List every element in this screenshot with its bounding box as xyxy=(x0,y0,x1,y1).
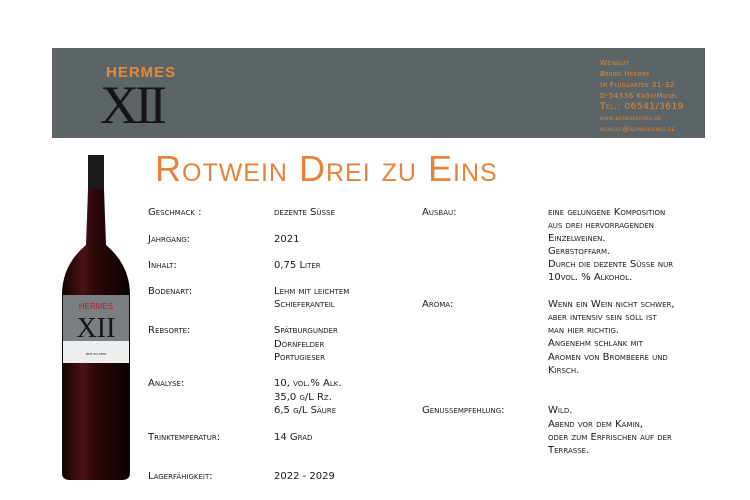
ausbau-value: Einzelweinen. xyxy=(548,233,606,244)
aroma-label: Aroma: xyxy=(422,299,454,310)
page-title: Rotwein Drei zu Eins xyxy=(155,148,498,189)
aroma-value: man hier richtig. xyxy=(548,325,620,336)
genussempfehlung-label: Genussempfehlung: xyxy=(422,405,505,416)
winery-line: D-54536 Kröv/Mosel xyxy=(600,92,679,100)
jahrgang-value: 2021 xyxy=(274,234,300,245)
inhalt-label: Inhalt: xyxy=(148,260,177,271)
logo-name: HERMES xyxy=(106,64,177,81)
winery-phone: Tel.: 06541/3619 xyxy=(600,102,684,112)
inhalt-value: 0,75 Liter xyxy=(274,260,321,271)
analyse-value: 35,0 g/L Rz. xyxy=(274,392,332,403)
winery-line: Im Flurgarten 31-32 xyxy=(600,81,675,89)
genussempfehlung-value: oder zum Erfrischen auf der xyxy=(548,432,672,443)
trinktemperatur-value: 14 Grad xyxy=(274,432,313,443)
ausbau-label: Ausbau: xyxy=(422,207,457,218)
bodenart-value: Lehm mit leichtem xyxy=(274,286,350,297)
winery-line: Weingut xyxy=(600,59,630,67)
winery-email: weingut@berndhermes.de xyxy=(600,126,675,133)
ausbau-value: aus drei hervorragenden xyxy=(548,220,655,231)
wine-bottle-image xyxy=(60,155,132,480)
ausbau-value: 10vol. % Alkohol. xyxy=(548,272,633,283)
logo-numeral: XII xyxy=(100,75,163,135)
lagerfaehigkeit-value: 2022 - 2029 xyxy=(274,471,335,482)
analyse-value: 10, vol.% Alk. xyxy=(274,378,342,389)
lagerfaehigkeit-label: Lagerfähigkeit: xyxy=(148,471,213,482)
ausbau-value: Durch die dezente Süsse nur xyxy=(548,259,674,270)
geschmack-label: Geschmack : xyxy=(148,207,202,218)
bodenart-label: Bodenart: xyxy=(148,286,193,297)
jahrgang-label: Jahrgang: xyxy=(148,234,191,245)
aroma-value: Aromen von Brombeere und xyxy=(548,352,668,363)
aroma-value: Wenn ein Wein nicht schwer, xyxy=(548,299,675,310)
bottle-label-numeral: XII xyxy=(76,313,116,344)
rebsorte-label: Rebsorte: xyxy=(148,325,191,336)
trinktemperatur-label: Trinktemperatur: xyxy=(148,432,221,443)
aroma-value: aber intensiv sein soll ist xyxy=(548,312,657,323)
header-banner xyxy=(52,48,705,138)
aroma-value: Angenehm schlank mit xyxy=(548,338,643,349)
winery-line: Bernd Hermes xyxy=(600,70,650,78)
rebsorte-value: Dornfelder xyxy=(274,339,325,350)
genussempfehlung-value: Terrasse. xyxy=(548,445,590,456)
ausbau-value: eine gelungene Komposition xyxy=(548,207,666,218)
rebsorte-value: Spätburgunder xyxy=(274,325,338,336)
geschmack-value: dezente Süsse xyxy=(274,207,335,218)
winery-address xyxy=(600,58,684,135)
bodenart-value: Schieferanteil xyxy=(274,299,335,310)
aroma-value: Kirsch. xyxy=(548,365,580,376)
ausbau-value: Gerbstoffarm. xyxy=(548,246,611,257)
winery-web: www.berndhermes.de xyxy=(600,115,662,122)
rebsorte-value: Portugieser xyxy=(274,352,325,363)
analyse-value: 6,5 g/L Säure xyxy=(274,405,337,416)
genussempfehlung-value: Abend vor dem Kamin, xyxy=(548,419,643,430)
bottle-label-brand: HERMES xyxy=(78,302,114,311)
genussempfehlung-value: Wild. xyxy=(548,405,573,416)
bottle-label-name: drei zu eins xyxy=(85,351,107,356)
analyse-label: Analyse: xyxy=(148,378,185,389)
